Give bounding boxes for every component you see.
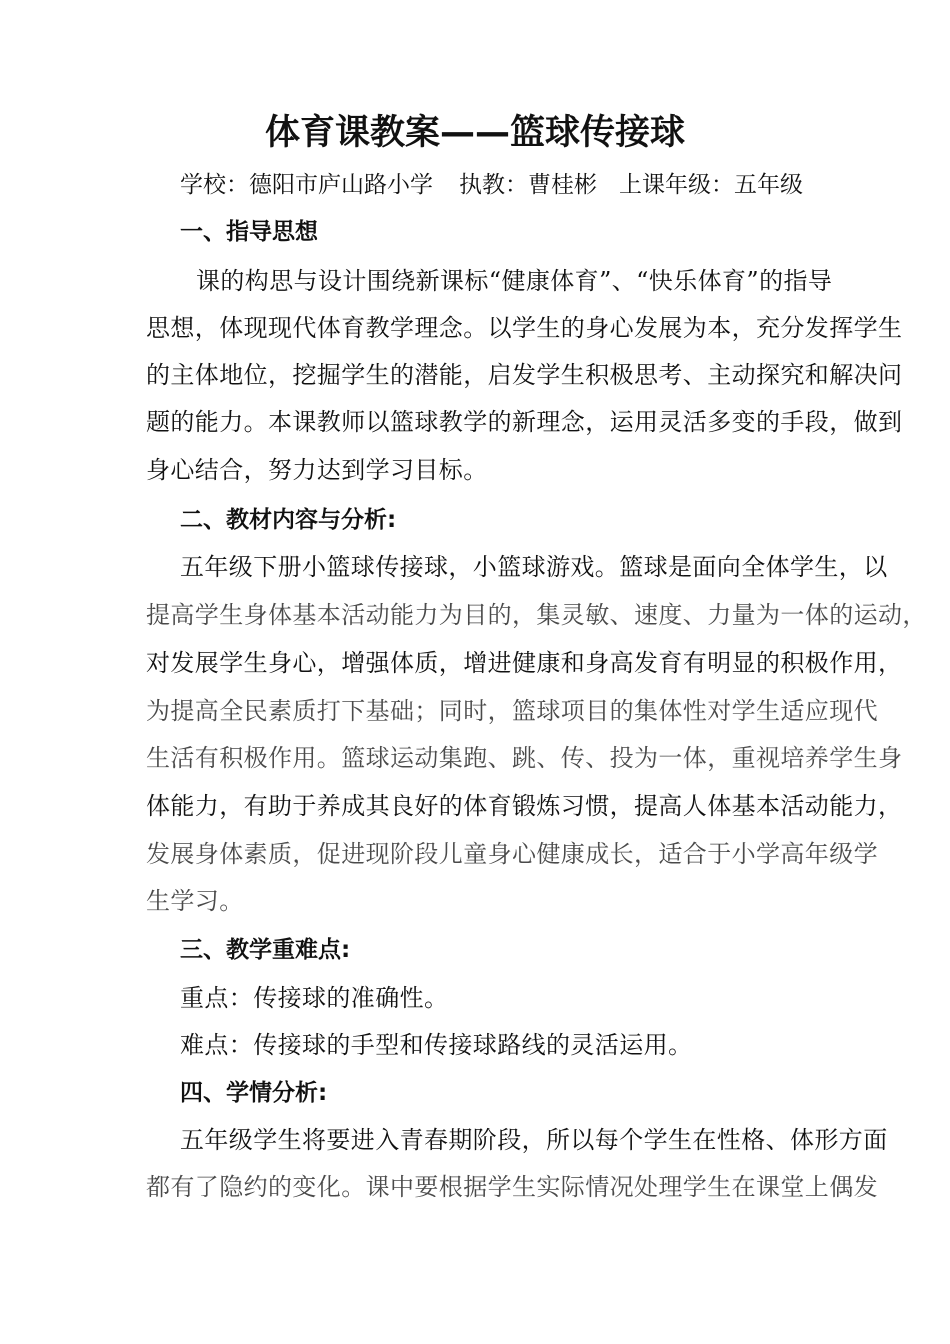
section-heading-key-points: 三、教学重难点:: [180, 937, 351, 963]
paragraph-line: 为提高全民素质打下基础；同时，篮球项目的集体性对学生适应现代: [146, 697, 878, 725]
section-heading-guiding-thought: 一、指导思想: [180, 219, 318, 245]
paragraph-line: 的主体地位，挖掘学生的潜能，启发学生积极思考、主动探究和解决问: [146, 361, 903, 389]
paragraph-line: 重点：传接球的准确性。: [180, 984, 449, 1012]
paragraph-line: 对发展学生身心，增强体质，增进健康和身高发育有明显的积极作用，: [146, 649, 903, 677]
lesson-info-line: [180, 170, 803, 200]
paragraph-line: 都有了隐约的变化。课中要根据学生实际情况处理学生在课堂上偶发: [146, 1173, 878, 1201]
school-info: 学校：德阳市庐山路小学: [180, 172, 433, 198]
paragraph-line: 题的能力。本课教师以篮球教学的新理念，运用灵活多变的手段，做到: [146, 408, 903, 436]
paragraph-line: 课的构思与设计围绕新课标“健康体育”、“快乐体育”的指导: [196, 267, 833, 295]
section-heading-material-analysis: 二、教材内容与分析:: [180, 507, 397, 533]
paragraph-line: 发展身体素质，促进现阶段儿童身心健康成长，适合于小学高年级学: [146, 840, 878, 868]
paragraph-line: 难点：传接球的手型和传接球路线的灵活运用。: [180, 1031, 693, 1059]
paragraph-line: 体能力，有助于养成其良好的体育锻炼习惯，提高人体基本活动能力，: [146, 792, 903, 820]
document-title: 体育课教案——篮球传接球: [264, 113, 685, 153]
paragraph-line: 提高学生身体基本活动能力为目的，集灵敏、速度、力量为一体的运动，: [146, 601, 927, 629]
grade-info: 上课年级：五年级: [619, 172, 803, 198]
paragraph-line: 身心结合，努力达到学习目标。: [146, 456, 488, 484]
paragraph-line: 五年级下册小篮球传接球，小篮球游戏。篮球是面向全体学生，以: [180, 553, 888, 581]
paragraph-line: 五年级学生将要进入青春期阶段，所以每个学生在性格、体形方面: [180, 1126, 888, 1154]
paragraph-line: 生活有积极作用。篮球运动集跑、跳、传、投为一体，重视培养学生身: [146, 744, 903, 772]
paragraph-line: 思想，体现现代体育教学理念。以学生的身心发展为本，充分发挥学生: [146, 314, 903, 342]
paragraph-line: 生学习。: [146, 887, 244, 915]
teacher-info: 执教：曹桂彬: [459, 172, 597, 198]
section-heading-student-analysis: 四、学情分析:: [180, 1080, 328, 1106]
